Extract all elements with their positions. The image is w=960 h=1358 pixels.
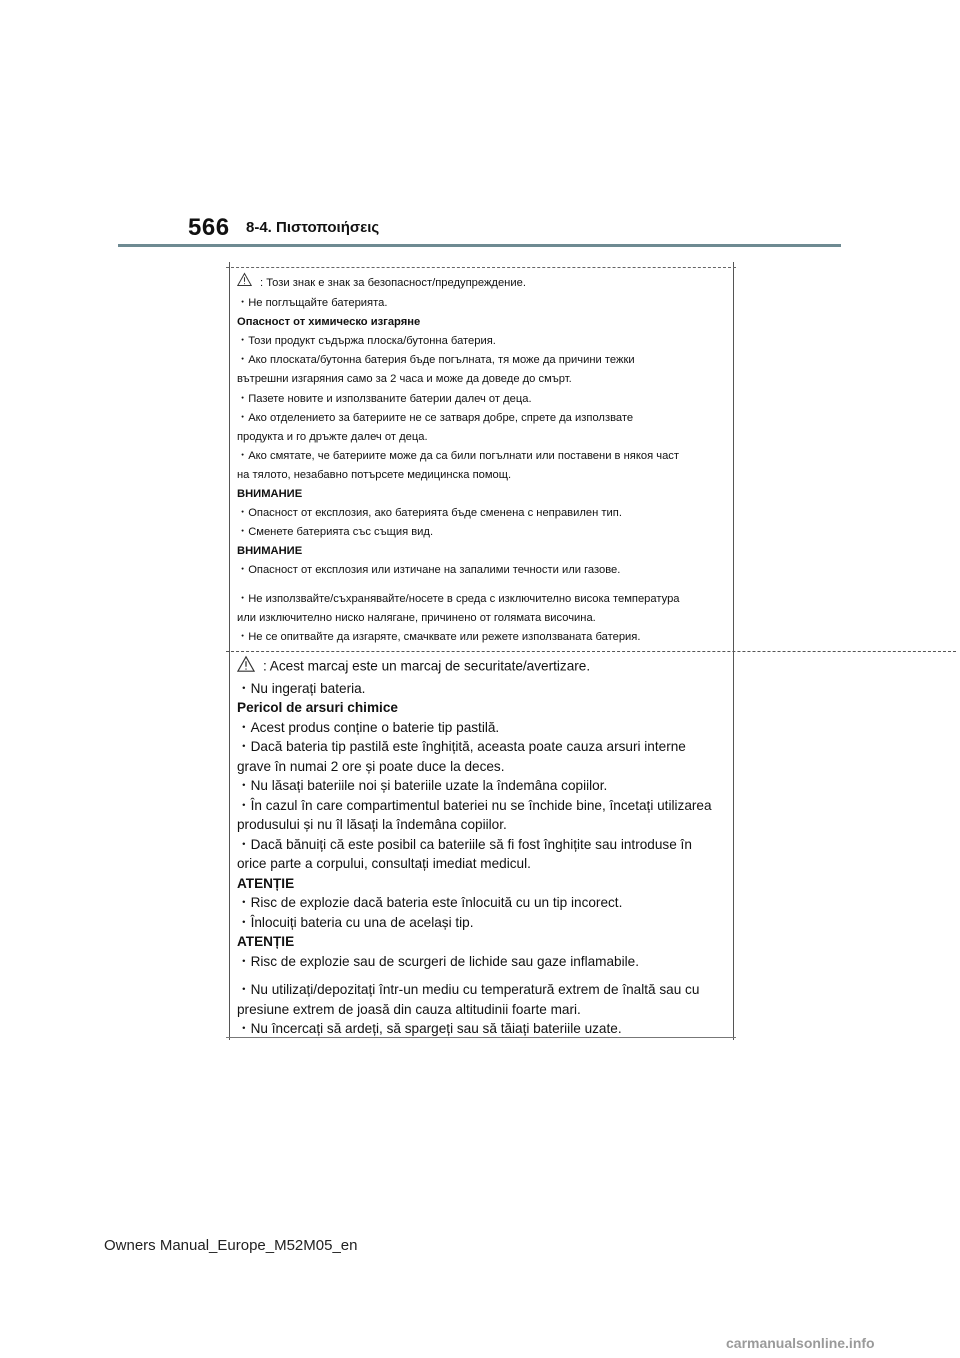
line-text: ・Сменете батерията със същия вид. — [237, 526, 434, 539]
line-text: presiune extrem de joasă din cauza altitudinii foarte mari. — [237, 1001, 581, 1017]
line-text: ・Dacă bănuiți că este posibil ca bateriile să fi fost înghițite sau introduse în — [237, 836, 692, 852]
warning-line — [237, 332, 725, 351]
warning-heading — [237, 542, 725, 561]
line-text: ВНИМАНИЕ — [237, 488, 303, 501]
page-number: 566 — [188, 214, 230, 241]
warning-line — [237, 952, 727, 972]
warning-line — [237, 796, 727, 816]
box-top-line — [226, 267, 736, 268]
warning-triangle-icon — [237, 272, 252, 294]
warning-line — [237, 776, 727, 796]
warning-line — [237, 815, 727, 835]
warning-line — [237, 835, 727, 855]
line-text: ・Înlocuiți bateria cu una de același tip. — [237, 914, 474, 930]
warning-line — [237, 272, 725, 294]
line-text: ・Nu utilizați/depozitați într-un mediu cu temperatură extrem de înaltă sau cu — [237, 982, 700, 997]
line-text: продукта и го дръжте далеч от деца. — [237, 430, 428, 443]
line-text: Опасност от химическо изгаряне — [237, 316, 421, 329]
warning-heading — [237, 698, 727, 718]
warning-line — [237, 466, 725, 485]
blank-line — [237, 581, 725, 590]
line-text: ・În cazul în care compartimentul bateriei nu se închide bine, încetați utilizarea — [237, 797, 712, 813]
warning-line — [237, 561, 725, 580]
warning-triangle-icon — [237, 655, 255, 679]
warning-line — [237, 609, 725, 628]
blank-line — [237, 971, 727, 980]
line-text: ATENȚIE — [237, 934, 295, 949]
line-text: ・Не използвайте/съхранявайте/носете в среда с изключително висока температура — [237, 592, 680, 605]
line-text: ・Risc de explozie sau de scurgeri de lichide sau gaze inflamabile. — [237, 953, 639, 969]
warning-line — [237, 351, 725, 370]
warning-heading — [237, 313, 725, 332]
line-text: ・Acest produs conține o baterie tip pastilă. — [237, 719, 500, 735]
warning-line — [237, 294, 725, 313]
warning-line — [237, 913, 727, 933]
line-text: produsului și nu îl lăsați la îndemâna copiilor. — [237, 817, 507, 832]
warning-label-box — [229, 262, 734, 1040]
line-text: ・Dacă bateria tip pastilă este înghițită, aceasta poate cauza arsuri interne — [237, 739, 686, 754]
warning-line — [237, 370, 725, 389]
warning-line — [237, 718, 727, 738]
warning-line — [237, 447, 725, 466]
line-text: ・Risc de explozie dacă bateria este înlocuită cu un tip incorect. — [237, 895, 623, 910]
warning-line — [237, 1019, 727, 1039]
line-text: ・Ако плоската/бутонна батерия бъде погълната, тя може да причини тежки — [237, 354, 635, 367]
line-text: grave în numai 2 ore și poate duce la deces. — [237, 758, 505, 774]
warning-line — [237, 980, 727, 1000]
section-title: 8-4. Πιστοποιήσεις — [246, 219, 380, 236]
line-text: ATENȚIE — [237, 875, 295, 891]
warning-heading — [237, 932, 727, 952]
warning-line — [237, 628, 725, 647]
header-rule — [118, 244, 841, 247]
line-text: ・Не се опитвайте да изгаряте, смачквате или режете използваната батерия. — [237, 630, 641, 643]
line-text: ・Опасност от експлозия или изтичане на запалими течности или газове. — [237, 564, 621, 577]
warning-line — [237, 679, 727, 699]
warning-heading — [237, 485, 725, 504]
box-bottom-line — [226, 1037, 736, 1038]
warning-line — [237, 1000, 727, 1020]
warning-line — [237, 655, 727, 679]
line-text: ・Nu ingerați bateria. — [237, 680, 366, 696]
line-text: или изключително ниско налягане, причинено от голямата височина. — [237, 611, 596, 624]
manual-id-footer: Owners Manual_Europe_M52M05_en — [104, 1237, 358, 1254]
warning-line — [237, 737, 727, 757]
line-text: : Този знак е знак за безопасност/предупреждение. — [260, 277, 526, 289]
line-text: orice parte a corpului, consultați imediat medicul. — [237, 856, 531, 871]
romanian-warning-block — [237, 655, 727, 1039]
warning-line — [237, 893, 727, 913]
warning-line — [237, 409, 725, 428]
warning-line — [237, 390, 725, 409]
line-text: Pericol de arsuri chimice — [237, 700, 398, 715]
line-text: ・Пазете новите и използваните батерии далеч от деца. — [237, 392, 532, 405]
line-text: ВНИМАНИЕ — [237, 545, 303, 558]
warning-line — [237, 428, 725, 447]
language-divider — [226, 651, 956, 652]
warning-line — [237, 854, 727, 874]
line-text: на тялото, незабавно потърсете медицинска помощ. — [237, 468, 512, 481]
warning-line — [237, 504, 725, 523]
bulgarian-warning-block — [237, 272, 725, 647]
line-text: ・Този продукт съдържа плоска/бутонна батерия. — [237, 335, 496, 348]
line-text: ・Не поглъщайте батерията. — [237, 297, 388, 310]
warning-line — [237, 757, 727, 777]
line-text: ・Nu lăsați bateriile noi și bateriile uzate la îndemâna copiilor. — [237, 778, 608, 793]
watermark: carmanualsonline.info — [726, 1335, 875, 1351]
line-text: вътрешни изгаряния само за 2 часа и може да доведе до смърт. — [237, 373, 572, 386]
line-text: ・Опасност от експлозия, ако батерията бъде сменена с неправилен тип. — [237, 507, 622, 520]
warning-heading — [237, 874, 727, 894]
line-text: ・Ако смятате, че батериите може да са били погълнати или поставени в някоя част — [237, 449, 680, 462]
line-text: : Acest marcaj este un marcaj de securitate/avertizare. — [263, 658, 591, 674]
warning-line — [237, 590, 725, 609]
line-text: ・Nu încercați să ardeți, să spargeți sau să tăiați bateriile uzate. — [237, 1021, 622, 1036]
line-text: ・Ако отделението за батериите не се затваря добре, спрете да използвате — [237, 411, 634, 424]
warning-line — [237, 523, 725, 542]
